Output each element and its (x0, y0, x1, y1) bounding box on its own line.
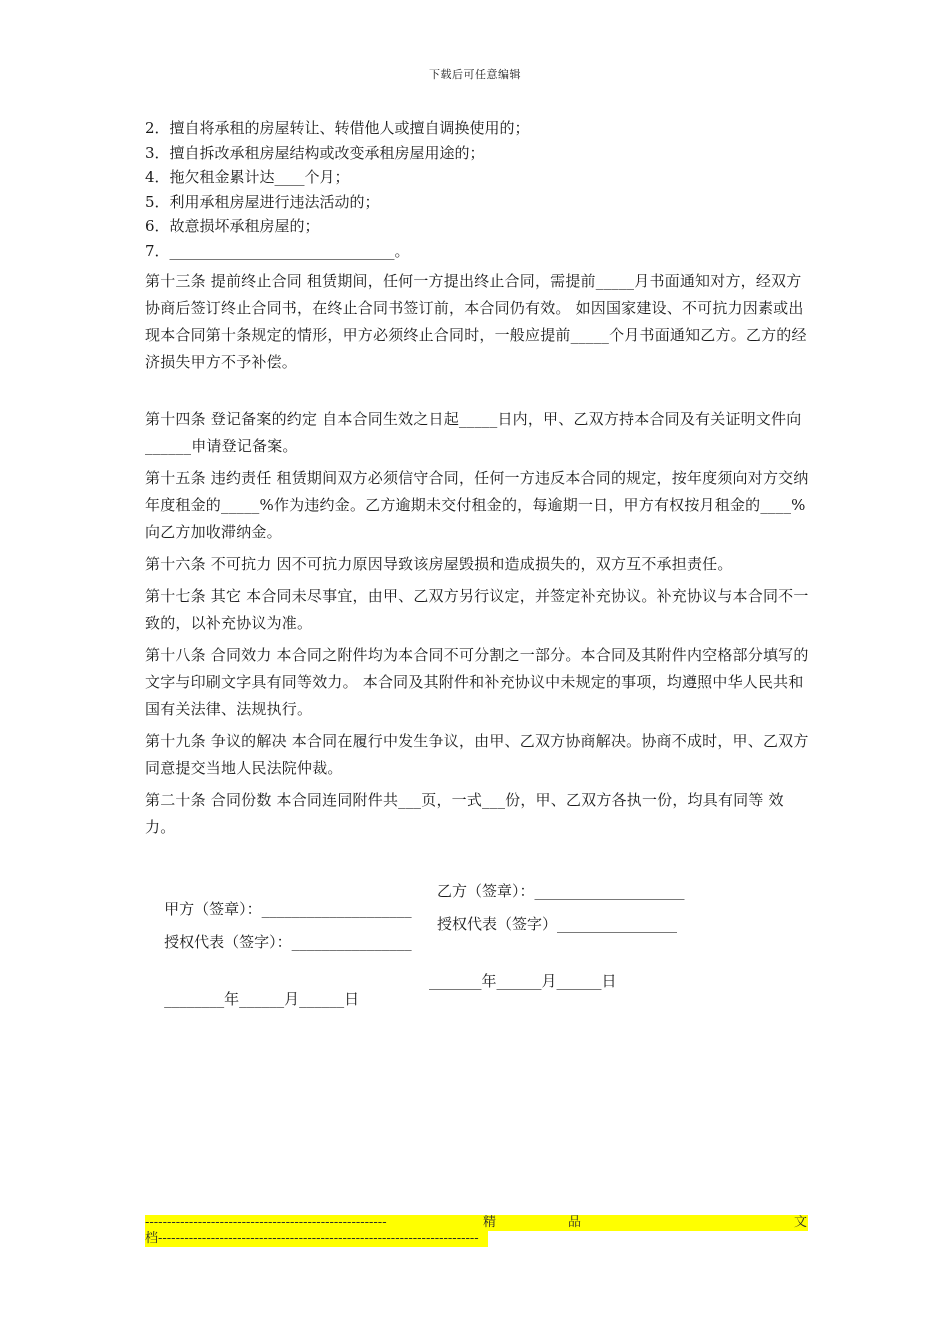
list-item: 5．利用承租房屋进行违法活动的； (145, 192, 380, 211)
list-item: 7．______________________________。 (145, 241, 410, 260)
footer-row-1 (145, 1215, 808, 1231)
contract-body (145, 116, 810, 841)
article-15: 第十五条 违约责任 租赁期间双方必须信守合同，任何一方违反本合同的规定，按年度须向对方交纳年度租金的_____%作为违约金。乙方逾期未交付租金的，每逾期一日，甲方有权按月租金的____%向乙方加收滞纳金。 (145, 469, 809, 541)
party-b-rep-line: 授权代表（签字）________________ (437, 915, 678, 933)
article-18: 第十八条 合同效力 本合同之附件均为本合同不可分割之一部分。本合同及其附件内空格部分填写的文字与印刷文字具有同等效力。 本合同及其附件和补充协议中未规定的事项，均遵照中华人民共和国有关法律、法规执行。 (145, 646, 809, 718)
list-item: 4．拖欠租金累计达____个月； (145, 168, 350, 186)
footer-char: 精 (483, 1215, 497, 1230)
footer-char: 品 (568, 1215, 582, 1230)
article-19: 第十九条 争议的解决 本合同在履行中发生争议，由甲、乙双方协商解决。协商不成时，甲、乙双方同意提交当地人民法院仲裁。 (145, 732, 809, 777)
signature-date-row (145, 970, 617, 1045)
party-b-seal-line: 乙方（签章）：____________________ (437, 882, 685, 900)
footer-dashes: ------------------------------------------------------- (145, 1215, 387, 1230)
footer-watermark (145, 1215, 808, 1252)
party-a-seal-line: 甲方（签章）：____________________ (164, 900, 412, 918)
party-a-rep-line: 授权代表（签字）：________________ (164, 933, 412, 951)
footer-row-2: 档------------------------------------------------------------------------- (145, 1231, 488, 1247)
page-header-note: 下载后可任意编辑 (429, 68, 521, 81)
article-14: 第十四条 登记备案的约定 自本合同生效之日起_____日内，甲、乙双方持本合同及有关证明文件向______申请登记备案。 (145, 410, 802, 455)
list-item: 3．擅自拆改承租房屋结构或改变承租房屋用途的； (145, 143, 485, 162)
list-item: 2．擅自将承租的房屋转让、转借他人或擅自调换使用的； (145, 119, 530, 137)
party-a-date-line: ________年______月______日 (164, 990, 360, 1008)
footer-char: 文 (794, 1215, 808, 1230)
article-20: 第二十条 合同份数 本合同连同附件共___页，一式___份，甲、乙双方各执一份，均具有同等 效力。 (145, 791, 784, 836)
article-16: 第十六条 不可抗力 因不可抗力原因导致该房屋毁损和造成损失的，双方互不承担责任。 (145, 555, 733, 573)
list-item: 6．故意损坏承租房屋的； (145, 217, 320, 235)
party-b-date-line: _______年______月______日 (429, 972, 617, 990)
article-13: 第十三条 提前终止合同 租赁期间，任何一方提出终止合同，需提前_____月书面通知对方，经双方协商后签订终止合同书，在终止合同书签订前，本合同仍有效。 如因国家建设、不可抗力因素或出现本合同第十条规定的情形，甲方必须终止合同时，一般应提前_____个月书面通知乙方。乙方的经济损失甲方不予补偿。 (145, 272, 807, 371)
article-17: 第十七条 其它 本合同未尽事宜，由甲、乙双方另行议定，并签定补充协议。补充协议与本合同不一致的，以补充协议为准。 (145, 587, 809, 632)
